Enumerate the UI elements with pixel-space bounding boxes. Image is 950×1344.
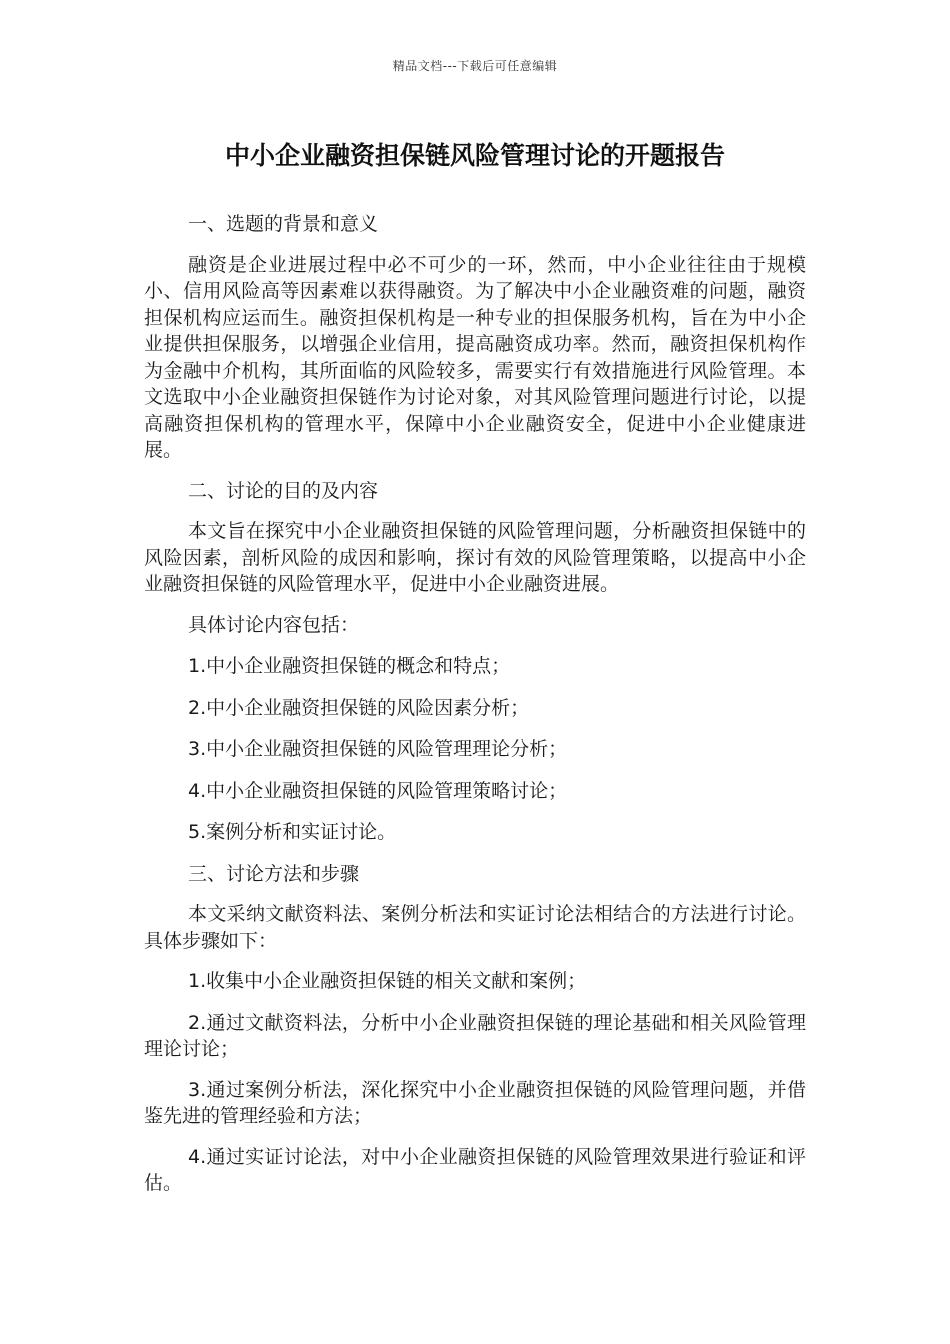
list-item: 1.收集中小企业融资担保链的相关文献和案例；: [188, 970, 587, 992]
list-item: 3.中小企业融资担保链的风险管理理论分析；: [188, 738, 568, 760]
paragraph-purpose: 本文旨在探究中小企业融资担保链的风险管理问题，分析融资担保链中的风险因素，剖析风险的成因和影响，探讨有效的风险管理策略，以提高中小企业融资担保链的风险管理水平，促进中小企业融资进展。: [144, 520, 806, 595]
section-heading-background: 一、选题的背景和意义: [188, 213, 379, 235]
header-note: 精品文档---下载后可任意编辑: [392, 59, 558, 73]
list-item: 2.中小企业融资担保链的风险因素分析；: [188, 696, 530, 719]
list-item: 5.案例分析和实证讨论。: [188, 821, 397, 843]
section-heading-purpose: 二、讨论的目的及内容: [188, 479, 379, 502]
list-item: 4.中小企业融资担保链的风险管理策略讨论；: [188, 779, 568, 802]
list-item: 2.通过文献资料法，分析中小企业融资担保链的理论基础和相关风险管理理论讨论；: [144, 1011, 806, 1060]
paragraph-methods: 本文采纳文献资料法、案例分析法和实证讨论法相结合的方法进行讨论。具体步骤如下：: [144, 903, 806, 952]
document-title: 中小企业融资担保链风险管理讨论的开题报告: [224, 141, 725, 170]
list-item: 1.中小企业融资担保链的概念和特点；: [188, 655, 511, 677]
list-item: 3.通过案例分析法，深化探究中小企业融资担保链的风险管理问题，并借鉴先进的管理经验和方法；: [144, 1078, 806, 1127]
paragraph-background: 融资是企业进展过程中必不可少的一环，然而，中小企业往往由于规模小、信用风险高等因素难以获得融资。为了解决中小企业融资难的问题，融资担保机构应运而生。融资担保机构是一种专业的担保服务机构，旨在为中小企业提供担保服务，以增强企业信用，提高融资成功率。然而，融资担保机构作为金融中介机构，其所面临的风险较多，需要实行有效措施进行风险管理。本文选取中小企业融资担保链作为讨论对象，对其风险管理问题进行讨论，以提高融资担保机构的管理水平，保障中小企业融资安全，促进中小企业健康进展。: [144, 253, 806, 461]
document-body: [144, 211, 806, 1211]
list-item: 4.通过实证讨论法，对中小企业融资担保链的风险管理效果进行验证和评估。: [144, 1145, 806, 1194]
paragraph-content-intro: 具体讨论内容包括：: [188, 613, 360, 636]
section-heading-methods: 三、讨论方法和步骤: [188, 862, 360, 885]
